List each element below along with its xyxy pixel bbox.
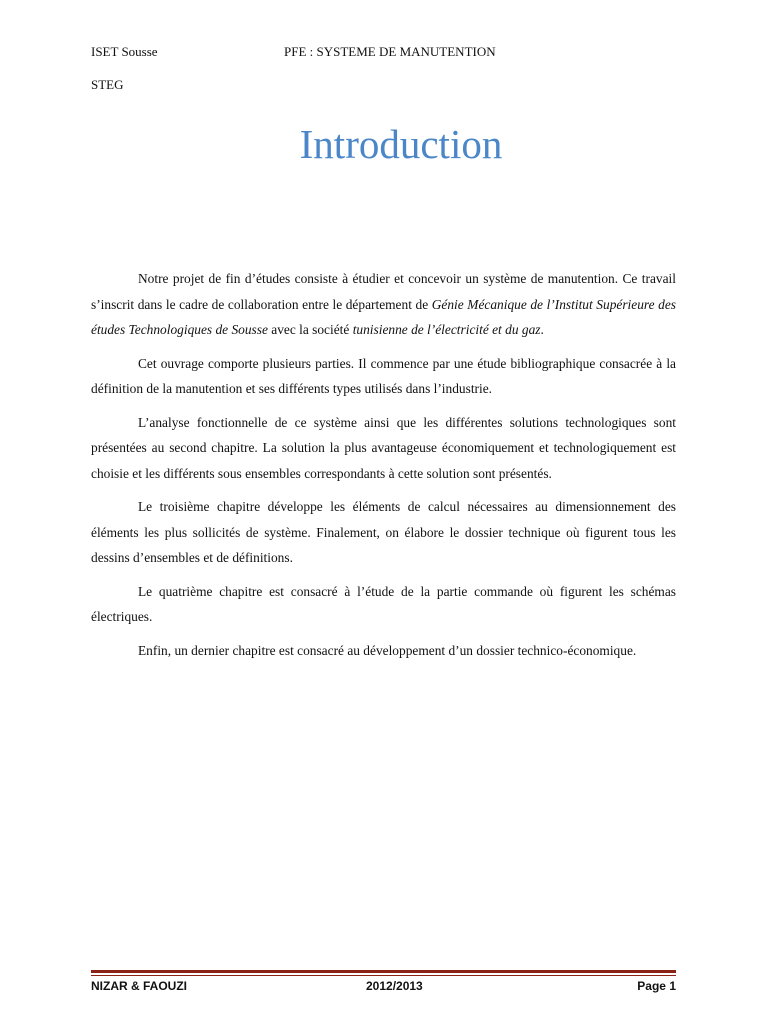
header-project-title: PFE : SYSTEME DE MANUTENTION (284, 44, 496, 59)
paragraph-1-text-e: . (540, 322, 544, 337)
paragraph-3: L’analyse fonctionnelle de ce système ainsi que les différentes solutions technologiques sont présentées au second chapitre. La solution la plus avantageuse économiquement et technologiquement est choisie et les différents sous ensembles correspondants à cette solution sont présentés. (91, 414, 676, 481)
paragraph-4: Le troisième chapitre développe les éléments de calcul nécessaires au dimensionnement des éléments les plus sollicités de système. Finalement, on élabore le dossier technique où figurent tous les dessins d’ensembles et de définitions. (91, 499, 676, 565)
document-body (91, 266, 676, 671)
paragraph-6: Enfin, un dernier chapitre est consacré au développement d’un dossier technico-économique. (138, 642, 637, 658)
paragraph-2: Cet ouvrage comporte plusieurs parties. Il commence par une étude bibliographique consacrée à la définition de la manutention et ses différents types utilisés dans l’industrie. (91, 355, 676, 396)
footer-page-number: Page 1 (637, 979, 676, 993)
footer-year: 2012/2013 (366, 979, 423, 993)
header-school: ISET Sousse (91, 44, 158, 59)
paragraph-1-italic-company: tunisienne de l’électricité et du gaz (352, 322, 541, 337)
footer-authors: NIZAR & FAOUZI (91, 979, 187, 993)
footer-rule-thin (91, 975, 676, 976)
footer-rule-thick (91, 970, 676, 973)
paragraph-1-italic-institute: Génie Mécanique de l’Institut Supérieure des études Technologiques de Sousse (91, 296, 676, 337)
paragraph-1-text-c: avec la société (267, 322, 353, 337)
page-title: Introduction (299, 121, 503, 167)
paragraph-5: Le quatrième chapitre est consacré à l’étude de la partie commande où figurent les schémas électriques. (91, 583, 676, 624)
header-company: STEG (91, 77, 124, 92)
paragraph-1-text-a: Notre projet de fin d’études consiste à étudier et concevoir un système de manutention. Ce travail s’inscrit dans le cadre de collaboration entre le département de (91, 271, 676, 312)
paragraph-1 (91, 266, 676, 343)
